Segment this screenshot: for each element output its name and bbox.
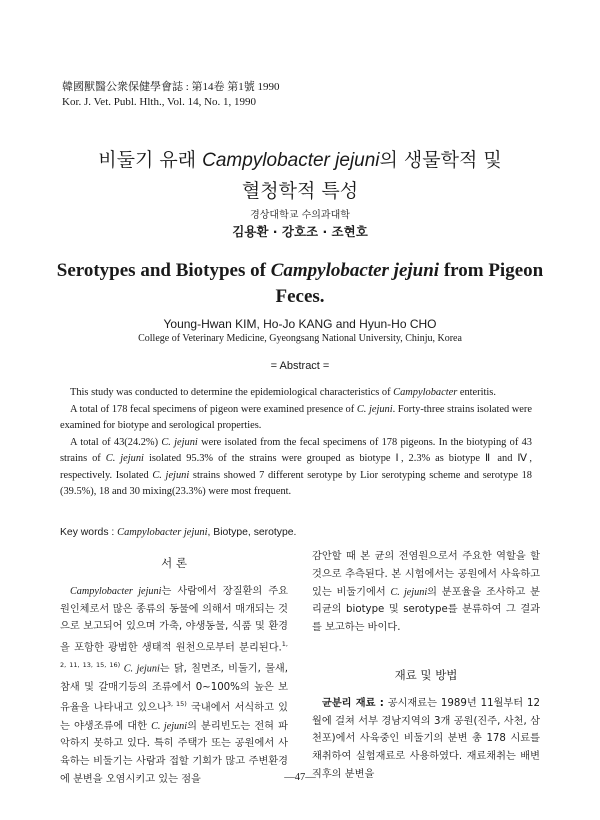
intro-heading: 서 론 bbox=[161, 556, 187, 570]
abstract-paragraph: This study was conducted to determine the epidemiological characteristics of Campylobacter enteritis. bbox=[70, 387, 496, 398]
abstract-body bbox=[60, 385, 532, 501]
journal-citation-korean: 韓國獸醫公衆保健學會誌 : 第14卷 第1號 1990 bbox=[62, 81, 280, 93]
abstract-paragraph: A total of 178 fecal specimens of pigeon were examined presence of C. jejuni. Forty-three strains isolated were examined for biotype and serological properties. bbox=[60, 403, 532, 431]
abstract-heading: = Abstract = bbox=[270, 360, 330, 372]
left-column bbox=[60, 555, 288, 789]
korean-affiliation: 경상대학교 수의과대학 bbox=[250, 210, 350, 221]
korean-authors: 김용환 · 강호조 · 조현호 bbox=[232, 224, 368, 239]
abstract-paragraph: A total of 43(24.2%) C. jejuni were isolated from the fecal specimens of 178 pigeons. In the biotyping of 43 strains of C. jejuni isolated 95.3% of the strains were grouped as biotype Ⅰ, 2.3% as biotype Ⅱ and Ⅳ, respectively. Isolated C. jejuni strains showed 7 different serotype by Lior serotyping scheme and serotype 18 (39.5%), 18 and 30 mixing(23.3%) were most frequent. bbox=[60, 436, 533, 497]
english-affiliation: College of Veterinary Medicine, Gyeongsang National University, Chinju, Korea bbox=[138, 333, 462, 344]
page-number: —47— bbox=[284, 772, 316, 783]
methods-heading: 재료 및 방법 bbox=[394, 667, 458, 682]
methods-paragraph: 균분리 재료 : 공시재료는 1989년 11월부터 12월에 걸쳐 서부 경남지역의 3개 공원(진주, 사천, 삼천포)에서 사육중인 비둘기의 분변 총 178 시료를 채취하여 실험재료로 사용하였다. 재료채취는 배변직후의 분변을 bbox=[312, 697, 540, 780]
english-authors: Young-Hwan KIM, Ho-Jo KANG and Hyun-Ho CHO bbox=[163, 317, 437, 331]
intro-paragraph-continued: 감안할 때 본 균의 전염원으로서 주요한 역할을 할 것으로 추측된다. 본 시험에서는 공원에서 사육하고 있는 비둘기에서 C. jejuni의 분포율을 조사하고 분리균의 biotype 및 serotype를 분류하여 그 결과를 보고하는 바이다. bbox=[312, 551, 540, 634]
journal-header bbox=[62, 80, 280, 110]
english-title: Serotypes and Biotypes of Campylobacter jejuni from Pigeon Feces. bbox=[56, 260, 544, 307]
korean-title: 비둘기 유래 Campylobacter jejuni의 생물학적 및 혈청학적 특성 bbox=[98, 149, 502, 202]
keywords: Key words : Campylobacter jejuni, Biotype, serotype. bbox=[60, 527, 297, 538]
right-column bbox=[312, 548, 540, 784]
journal-citation-english: Kor. J. Vet. Publ. Hlth., Vol. 14, No. 1, 1990 bbox=[62, 96, 257, 108]
intro-paragraph: Campylobacter jejuni는 사람에서 장질환의 주요 원인체로서 많은 종류의 동물에 의해서 매개되는 것으로 보고되어 있으며 가축, 야생동물, 식품 및 환경을 포함한 광범한 생태적 원천으로부터 분리된다.$^{1, 2, 11, 13, 15, 16)}$ C. jejuni는 닭, 칠면조, 비둘기, 물새, 참새 및 갈매기등의 조류에서 0~100%의 높은 보유율을 나타내고 있으나$^{3, 15)}$ 국내에서 서식하고 있는 야생조류에 대한 C. jejuni의 분리빈도는 전혀 파악하지 못하고 있다. 특히 주택가 또는 공원에서 사육하는 비둘기는 사람과 접할 기회가 많고 주변환경에 분변을 오염시키고 있는 점을 bbox=[60, 585, 289, 785]
